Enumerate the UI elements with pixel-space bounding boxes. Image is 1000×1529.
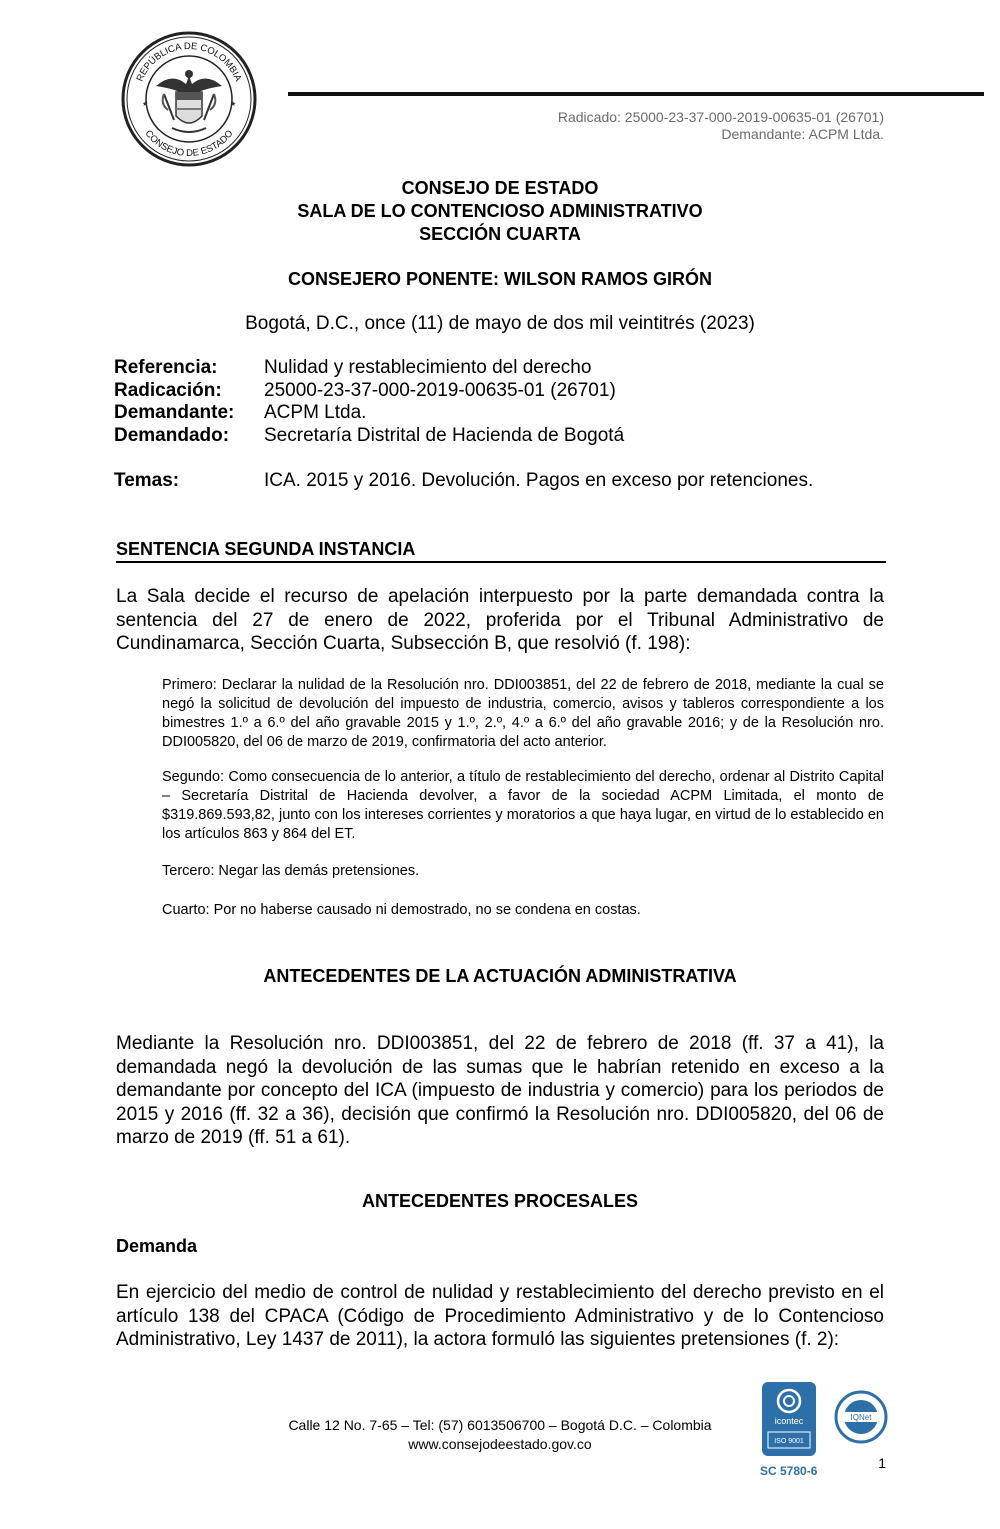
header-radicado: Radicado: 25000-23-37-000-2019-00635-01 (26701) (557, 109, 884, 125)
case-metadata (114, 357, 624, 447)
meta-row-demandante (114, 402, 624, 425)
section-title: SENTENCIA SEGUNDA INSTANCIA (116, 538, 886, 563)
heading-antecedentes-procesales: ANTECEDENTES PROCESALES (361, 1191, 639, 1211)
iso-label: ISO 9001 (774, 1438, 804, 1445)
footer-address: Calle 12 No. 7-65 – Tel: (57) 6013506700 – Bogotá D.C. – Colombia (288, 1417, 712, 1433)
header-demandante: Demandante: ACPM Ltda. (721, 126, 884, 142)
meta-value: Nulidad y restablecimiento del derecho (264, 357, 592, 378)
temas-key: Temas: (114, 470, 180, 491)
consejero-ponente: CONSEJERO PONENTE: WILSON RAMOS GIRÓN (287, 269, 713, 289)
temas-value: ICA. 2015 y 2016. Devolución. Pagos en exceso por retenciones. (264, 470, 814, 491)
meta-row-referencia (114, 357, 624, 380)
meta-key: Demandante: (114, 402, 235, 423)
subheading-demanda: Demanda (116, 1236, 198, 1256)
quote-tercero: Tercero: Negar las demás pretensiones. (162, 863, 420, 879)
running-header (558, 109, 884, 143)
demanda-paragraph: En ejercicio del medio de control de nulidad y restablecimiento del derecho previsto en el artículo 138 del CPACA (Código de Procedimiento Administrativo y de lo Contencioso Administrativo, Ley 1437 de 2011), la actora formuló las siguientes pretensiones (f. 2): (116, 1282, 884, 1350)
svg-text:★: ★ (142, 101, 149, 108)
svg-text:★: ★ (230, 101, 237, 108)
place-date: Bogotá, D.C., once (11) de mayo de dos mil veintitrés (2023) (245, 313, 755, 334)
footer-website[interactable]: www.consejodeestado.gov.co (408, 1436, 592, 1452)
meta-row-demandado (114, 425, 624, 448)
quote-primero: Primero: Declarar la nulidad de la Resolución nro. DDI003851, del 22 de febrero de 2018, mediante la cual se negó la solicitud de devolución del impuesto de industria, comercio, avisos y tableros correspondiente a los bimestres 1.º a 6.º del año gravable 2015 y 1.º, 2.º, 4.º a 6.º del año gravable 2016; y de la Resolución nro. DDI005820, del 06 de marzo de 2019, confirmatoria del acto anterior. (162, 677, 884, 750)
meta-key: Demandado: (114, 424, 230, 446)
title-line-2: SALA DE LO CONTENCIOSO ADMINISTRATIVO (297, 201, 703, 221)
iqnet-logo (834, 1390, 888, 1444)
meta-value: ACPM Ltda. (264, 402, 367, 423)
meta-value: 25000-23-37-000-2019-00635-01 (26701) (264, 379, 616, 401)
intro-paragraph: La Sala decide el recurso de apelación interpuesto por la parte demandada contra la sentencia del 27 de enero de 2022, proferida por el Tribunal Administrativo de Cundinamarca, Sección Cuarta, Subsección B, que resolvió (f. 198): (116, 586, 884, 654)
antecedentes-admin-paragraph: Mediante la Resolución nro. DDI003851, del 22 de febrero de 2018 (ff. 37 a 41), la demandada negó la devolución de las sumas que le habrían retenido en exceso a la demandante por concepto del ICA (impuesto de industria y comercio) para los periodos de 2015 y 2016 (ff. 32 a 36), decisión que confirmó la Resolución nro. DDI005820, del 06 de marzo de 2019 (ff. 51 a 61). (116, 1033, 884, 1148)
meta-key: Radicación: (114, 379, 222, 401)
iqnet-label: IQNet (850, 1413, 872, 1422)
quote-cuarto: Cuarto: Por no haberse causado ni demostrado, no se condena en costas. (162, 902, 641, 918)
icontec-label: icontec (774, 1416, 804, 1426)
seal-ring-top: REPÚBLICA DE COLOMBIA (134, 40, 244, 84)
quote-segundo: Segundo: Como consecuencia de lo anterior, a título de restablecimiento del derecho, ordenar al Distrito Capital – Secretaría Distrital de Hacienda devolver, a favor de la sociedad ACPM Limitada, el monto de $319.869.593,82, junto con los intereses corrientes y moratorios a que haya lugar, en virtud de lo establecido en los artículos 863 y 864 del ET. (162, 769, 884, 842)
temas-row (114, 470, 813, 493)
page-number: 1 (878, 1455, 886, 1471)
meta-key: Referencia: (114, 357, 218, 378)
meta-row-radicacion (114, 380, 624, 403)
title-line-1: CONSEJO DE ESTADO (401, 178, 599, 198)
meta-value: Secretaría Distrital de Hacienda de Bogotá (264, 424, 625, 446)
heading-antecedentes-admin: ANTECEDENTES DE LA ACTUACIÓN ADMINISTRATIVA (263, 966, 737, 986)
seal-ring-bottom: CONSEJO DE ESTADO (142, 128, 236, 160)
title-line-3: SECCIÓN CUARTA (419, 224, 581, 244)
sc-certificate: SC 5780-6 (760, 1464, 818, 1478)
header-rule (288, 92, 984, 96)
icontec-logo (762, 1382, 816, 1456)
court-title (0, 177, 1000, 246)
consejo-de-estado-seal (120, 30, 258, 168)
